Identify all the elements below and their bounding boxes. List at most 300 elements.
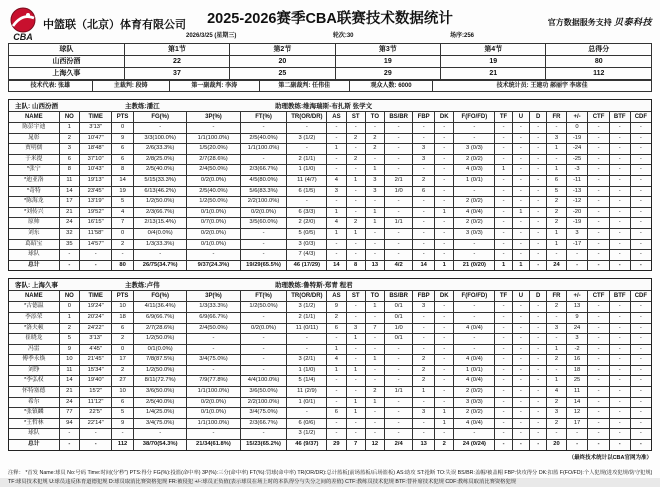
- cell: 4'45": [80, 344, 112, 355]
- official-cell: 技术统计员: 王建功 郝丽宇 李席佳: [433, 81, 652, 92]
- cell: -: [80, 440, 112, 450]
- cell: -: [365, 197, 384, 208]
- cell: 3/4(75.0%): [134, 418, 187, 429]
- cell: 16'15": [80, 218, 112, 229]
- cell: -3: [566, 165, 588, 176]
- cell: -: [530, 186, 547, 197]
- cell: -: [413, 323, 435, 334]
- cell: -: [327, 418, 346, 429]
- cell: 19/29(65.5%): [240, 260, 287, 270]
- cell: -: [609, 228, 630, 239]
- cell: 6 (3/3): [287, 207, 327, 218]
- cell: -: [512, 228, 529, 239]
- cell: -: [495, 123, 512, 134]
- cell: -: [385, 376, 413, 387]
- cell: -: [287, 197, 327, 208]
- cell: -: [240, 365, 287, 376]
- official-cell: 技术代表: 张雄: [9, 81, 93, 92]
- cell: -: [630, 312, 651, 323]
- stat-header-cell: U: [512, 112, 529, 123]
- cell: -: [365, 408, 384, 419]
- cell: 35: [59, 239, 80, 250]
- cell: -: [435, 250, 454, 261]
- cell: 1: [346, 365, 365, 376]
- cell: -: [435, 239, 454, 250]
- cell: 2: [365, 387, 384, 398]
- cell: -: [435, 218, 454, 229]
- cell: -: [287, 144, 327, 155]
- cell: 2/8(25.0%): [134, 154, 187, 165]
- cell: *张镇麟: [9, 408, 59, 419]
- cell: -17: [566, 239, 588, 250]
- company-name: 中篮联（北京）体育有限公司: [43, 19, 186, 31]
- cell: -: [365, 418, 384, 429]
- cell: -: [435, 186, 454, 197]
- table-row: [9, 123, 651, 134]
- cell: 刘铮: [9, 365, 59, 376]
- score-header-cell: 球队: [9, 44, 125, 56]
- cell: -: [609, 302, 630, 313]
- cell: -: [609, 186, 630, 197]
- cell: 1: [365, 207, 384, 218]
- cell: -: [547, 365, 566, 376]
- cell: 1: [346, 408, 365, 419]
- cell: -: [365, 154, 384, 165]
- stat-header-cell: TR(OR/DR): [287, 112, 327, 123]
- cell: 4: [327, 218, 346, 229]
- cell: 2: [413, 355, 435, 366]
- cell: -: [512, 186, 529, 197]
- stat-header-cell: D: [530, 291, 547, 302]
- cell: -: [588, 218, 609, 229]
- cell: -: [630, 154, 651, 165]
- cell: -: [530, 376, 547, 387]
- cell: 2 (0/2): [454, 387, 495, 398]
- cell: -19: [566, 133, 588, 144]
- cell: 刘东: [9, 228, 59, 239]
- cell: -: [588, 123, 609, 134]
- cell: 24: [547, 260, 566, 270]
- cell: 1: [435, 418, 454, 429]
- cell: -: [435, 302, 454, 313]
- officials-row: [9, 81, 652, 92]
- table-row: [9, 365, 651, 376]
- cell: -: [630, 197, 651, 208]
- cell: 10'43": [80, 165, 112, 176]
- cell: 3'13": [80, 334, 112, 345]
- legend-line-1: 注释： *首发 Name:球员 No:号码 Time:时间(分'秒") PTS:得分 FG(%):投篮(命中率) 3P(%):三分(命中率) FT(%):罚球(命中率) TR(OR/DR):总计篮板(前场篮板/后场篮板) AS:助攻 ST:抢断 TO:失误 BS/BR:盖帽/被盖帽 FBP:快攻得分 DK:扣篮 F(FO/FD):个人犯规(进攻犯规/防守犯规): [8, 469, 652, 476]
- cell: 3 (1/2): [287, 133, 327, 144]
- cell: -: [530, 302, 547, 313]
- cell: -: [287, 123, 327, 134]
- cell: -: [588, 207, 609, 218]
- cell: 15/23(65.2%): [240, 440, 287, 450]
- cell: -: [630, 123, 651, 134]
- cell: 11: [59, 365, 80, 376]
- cell: 2: [346, 218, 365, 229]
- cell: -: [187, 250, 240, 261]
- cell: *王哲林: [9, 418, 59, 429]
- cell: -: [495, 218, 512, 229]
- cell: 1: [435, 207, 454, 218]
- cell: -: [413, 344, 435, 355]
- cell: -: [630, 418, 651, 429]
- cell: 8: [346, 260, 365, 270]
- home-stats-body: [9, 123, 651, 271]
- cell: 6: [327, 323, 346, 334]
- cell: 2/3(66.7%): [240, 165, 287, 176]
- cell: 球队: [9, 250, 59, 261]
- cell: -: [512, 154, 529, 165]
- cell: 1: [346, 334, 365, 345]
- table-row: [9, 344, 651, 355]
- stat-header-cell: DK: [435, 291, 454, 302]
- cell: 3: [547, 323, 566, 334]
- cell: -: [530, 418, 547, 429]
- cba-logo-text: CBA: [13, 32, 33, 41]
- stat-header-cell: PTS: [112, 112, 134, 123]
- score-header-cell: 第2节: [230, 44, 335, 56]
- cell: -: [435, 355, 454, 366]
- cell: -: [346, 207, 365, 218]
- stat-header-cell: BTF: [609, 291, 630, 302]
- cell: 5: [59, 334, 80, 345]
- cell: 3/5(60.0%): [240, 218, 287, 229]
- cell: -: [547, 154, 566, 165]
- cell: *李弘权: [9, 376, 59, 387]
- cell: -: [588, 165, 609, 176]
- cell: 原帅: [9, 218, 59, 229]
- official-cell: 主裁判: 段铸: [92, 81, 169, 92]
- cell: -: [588, 197, 609, 208]
- cell: 3 (0/3): [454, 397, 495, 408]
- cell: 2: [547, 302, 566, 313]
- cell: 3: [566, 334, 588, 345]
- cell: 3 (2/1): [287, 355, 327, 366]
- table-row: [9, 312, 651, 323]
- table-row: [9, 154, 651, 165]
- cell: -: [187, 365, 240, 376]
- cell: 7 (4/3): [287, 250, 327, 261]
- cell: 6: [112, 397, 134, 408]
- cell: -: [588, 302, 609, 313]
- cell: -: [630, 440, 651, 450]
- stat-header-cell: D: [530, 112, 547, 123]
- cell: -: [385, 228, 413, 239]
- cell: 20: [230, 56, 335, 68]
- cell: 5/6(83.3%): [240, 186, 287, 197]
- stat-header-cell: NO: [59, 291, 80, 302]
- cell: 2/5(40.0%): [134, 165, 187, 176]
- cell: -: [365, 239, 384, 250]
- cell: -: [454, 302, 495, 313]
- cell: -: [530, 133, 547, 144]
- cell: 晁彰: [9, 133, 59, 144]
- cell: -: [512, 197, 529, 208]
- cell: -: [630, 323, 651, 334]
- cell: -: [530, 123, 547, 134]
- cell: 崔晓龙: [9, 334, 59, 345]
- cell: 3: [413, 302, 435, 313]
- cell: -: [530, 197, 547, 208]
- cell: -: [346, 344, 365, 355]
- cell: 17: [112, 355, 134, 366]
- cell: -: [609, 218, 630, 229]
- table-row: [9, 440, 651, 450]
- cell: 11 (0/11): [287, 323, 327, 334]
- cell: 9: [327, 302, 346, 313]
- cell: -: [346, 250, 365, 261]
- cell: 1: [547, 144, 566, 155]
- cell: 0: [112, 228, 134, 239]
- cell: 3 (1/2): [287, 302, 327, 313]
- cell: 7/9(77.8%): [187, 376, 240, 387]
- cell: -: [435, 133, 454, 144]
- data-service-credit: [548, 7, 652, 28]
- stat-header-cell: FG(%): [134, 112, 187, 123]
- cell: -: [240, 429, 287, 440]
- cell: -20: [566, 207, 588, 218]
- cell: -: [495, 186, 512, 197]
- cell: 2: [327, 312, 346, 323]
- cell: *陈海龙: [9, 197, 59, 208]
- cell: -: [435, 228, 454, 239]
- cell: 6: [327, 408, 346, 419]
- cell: 1: [346, 228, 365, 239]
- stat-header-cell: TF: [495, 291, 512, 302]
- cba-logo-icon: [8, 7, 38, 41]
- cell: 24: [59, 218, 80, 229]
- cell: 0: [59, 302, 80, 313]
- stat-header-cell: NAME: [9, 112, 59, 123]
- cell: -: [495, 418, 512, 429]
- away-assistants: 助理教练:鲁特斯-郑青 程君: [275, 282, 353, 290]
- official-site-disclaimer: （最终技术统计以CBA官网为准）: [568, 454, 652, 461]
- cell: 19'13": [80, 175, 112, 186]
- cell: -: [588, 387, 609, 398]
- cell: -12: [566, 197, 588, 208]
- cell: 1: [547, 344, 566, 355]
- cell: 14'57": [80, 239, 112, 250]
- stat-header-cell: TO: [365, 291, 384, 302]
- cell: 3'13": [80, 123, 112, 134]
- cell: -: [512, 123, 529, 134]
- cell: 1 (0/1): [287, 397, 327, 408]
- cell: 6 (1/5): [287, 186, 327, 197]
- cell: -: [630, 355, 651, 366]
- cell: -: [385, 355, 413, 366]
- cell: 18: [566, 365, 588, 376]
- stat-header-cell: 3P(%): [187, 112, 240, 123]
- cell: -: [495, 154, 512, 165]
- home-team-label: 主队: 山西汾酒: [15, 103, 58, 110]
- stat-header-cell: BS/BR: [385, 112, 413, 123]
- stat-header-cell: F(FO/FD): [454, 291, 495, 302]
- game-round: 轮次:30: [332, 33, 354, 39]
- cell: 0/1(0.0%): [134, 344, 187, 355]
- game-date: 2026/3/25 (星期三): [186, 33, 237, 39]
- table-row: [9, 323, 651, 334]
- cell: -: [588, 429, 609, 440]
- cell: 1: [365, 218, 384, 229]
- cell: 2/6(33.3%): [134, 144, 187, 155]
- table-row: [9, 175, 651, 186]
- cell: -: [512, 144, 529, 155]
- table-row: [9, 429, 651, 440]
- away-stats-header-row: [9, 291, 651, 302]
- cell: 11 (4/7): [287, 175, 327, 186]
- cell: 4 (0/4): [454, 355, 495, 366]
- cell: -: [495, 334, 512, 345]
- cell: -: [454, 186, 495, 197]
- cell: -: [435, 312, 454, 323]
- cell: -: [530, 250, 547, 261]
- cell: -: [588, 344, 609, 355]
- cell: 13: [413, 440, 435, 450]
- cell: -: [588, 186, 609, 197]
- cell: 1/2(50.0%): [187, 197, 240, 208]
- cell: -: [630, 186, 651, 197]
- cell: -: [187, 344, 240, 355]
- cell: -: [547, 429, 566, 440]
- cell: 7: [112, 218, 134, 229]
- cell: -: [112, 250, 134, 261]
- cell: 2: [59, 323, 80, 334]
- cell: -: [187, 334, 240, 345]
- cell: -: [630, 334, 651, 345]
- stat-header-cell: TR(OR/DR): [287, 291, 327, 302]
- cell: -: [547, 334, 566, 345]
- cell: -: [413, 418, 435, 429]
- cell: -: [385, 154, 413, 165]
- cell: -: [80, 429, 112, 440]
- cell: -: [385, 418, 413, 429]
- cell: 24: [566, 323, 588, 334]
- cell: -: [630, 207, 651, 218]
- cell: -: [512, 440, 529, 450]
- cell: -: [530, 144, 547, 155]
- cell: -: [530, 228, 547, 239]
- cell: 2: [413, 376, 435, 387]
- cell: 希尔: [9, 397, 59, 408]
- cell: -: [588, 154, 609, 165]
- cell: -: [435, 429, 454, 440]
- cell: -2: [566, 344, 588, 355]
- cell: 3: [547, 133, 566, 144]
- cell: 1: [346, 397, 365, 408]
- game-meta: [180, 30, 480, 39]
- cell: -: [588, 312, 609, 323]
- cell: -: [609, 312, 630, 323]
- cell: -: [530, 154, 547, 165]
- cell: -: [327, 165, 346, 176]
- cell: 4: [547, 387, 566, 398]
- cell: -: [512, 334, 529, 345]
- cell: -: [240, 312, 287, 323]
- cell: 3: [327, 186, 346, 197]
- cell: 32: [59, 228, 80, 239]
- score-header-cell: 总得分: [546, 44, 652, 56]
- cell: 2: [547, 397, 566, 408]
- cell: -: [512, 344, 529, 355]
- cell: -: [588, 133, 609, 144]
- cell: 14: [59, 376, 80, 387]
- stat-header-cell: CTF: [588, 291, 609, 302]
- cell: -: [566, 440, 588, 450]
- cell: 22'5": [80, 408, 112, 419]
- stat-header-cell: FBP: [413, 112, 435, 123]
- cell: -: [530, 355, 547, 366]
- cell: 1/1(100.0%): [187, 133, 240, 144]
- cell: -: [327, 429, 346, 440]
- cell: -: [512, 376, 529, 387]
- cell: 1/0: [385, 186, 413, 197]
- cell: -: [385, 165, 413, 176]
- cell: -: [80, 260, 112, 270]
- stat-header-cell: CDF: [630, 112, 651, 123]
- cell: -: [588, 250, 609, 261]
- cell: 2: [112, 239, 134, 250]
- cell: 80: [112, 260, 134, 270]
- cell: 山西汾酒: [9, 56, 125, 68]
- cell: -11: [566, 175, 588, 186]
- cell: 46 (9/37): [287, 440, 327, 450]
- cell: -: [512, 250, 529, 261]
- cell: -: [346, 312, 365, 323]
- cell: -: [630, 228, 651, 239]
- cell: -: [240, 123, 287, 134]
- cell: 6/9(66.7%): [134, 312, 187, 323]
- cell: 1/4(25.0%): [134, 408, 187, 419]
- cell: 1/2(50.0%): [134, 197, 187, 208]
- stat-header-cell: ST: [346, 112, 365, 123]
- cell: 0/4(0.0%): [134, 228, 187, 239]
- cell: -: [530, 207, 547, 218]
- cell: 4/2: [385, 260, 413, 270]
- cell: 0/1: [385, 302, 413, 313]
- cell: -: [346, 165, 365, 176]
- cell: 3/4(75.0%): [187, 355, 240, 366]
- cell: 1/2(50.0%): [240, 302, 287, 313]
- cell: 2 (0/2): [454, 218, 495, 229]
- cell: -: [495, 397, 512, 408]
- cell: 2 (1/1): [287, 312, 327, 323]
- cell: 9: [112, 418, 134, 429]
- cell: 24'22": [80, 323, 112, 334]
- away-team-label: 客队: 上海久事: [15, 282, 58, 290]
- cell: 冯雷: [9, 344, 59, 355]
- official-cell: 第一副裁判: 李涛: [169, 81, 259, 92]
- cell: 5: [547, 186, 566, 197]
- cell: 3/4(75.0%): [240, 408, 287, 419]
- cell: -24: [566, 144, 588, 155]
- cell: 26/75(34.7%): [134, 260, 187, 270]
- cell: 38/70(54.3%): [134, 440, 187, 450]
- stat-header-cell: TIME: [80, 112, 112, 123]
- cell: 21: [59, 387, 80, 398]
- home-team-section: [8, 99, 652, 271]
- cell: -: [287, 408, 327, 419]
- cell: 0/1: [385, 334, 413, 345]
- cell: 5/15(33.3%): [134, 175, 187, 186]
- stat-header-cell: AS: [327, 291, 346, 302]
- cell: 25: [566, 376, 588, 387]
- cell: 13: [365, 260, 384, 270]
- cell: 2/3(66.7%): [134, 207, 187, 218]
- cell: 6: [112, 144, 134, 155]
- cell: -: [609, 123, 630, 134]
- cell: 2: [365, 133, 384, 144]
